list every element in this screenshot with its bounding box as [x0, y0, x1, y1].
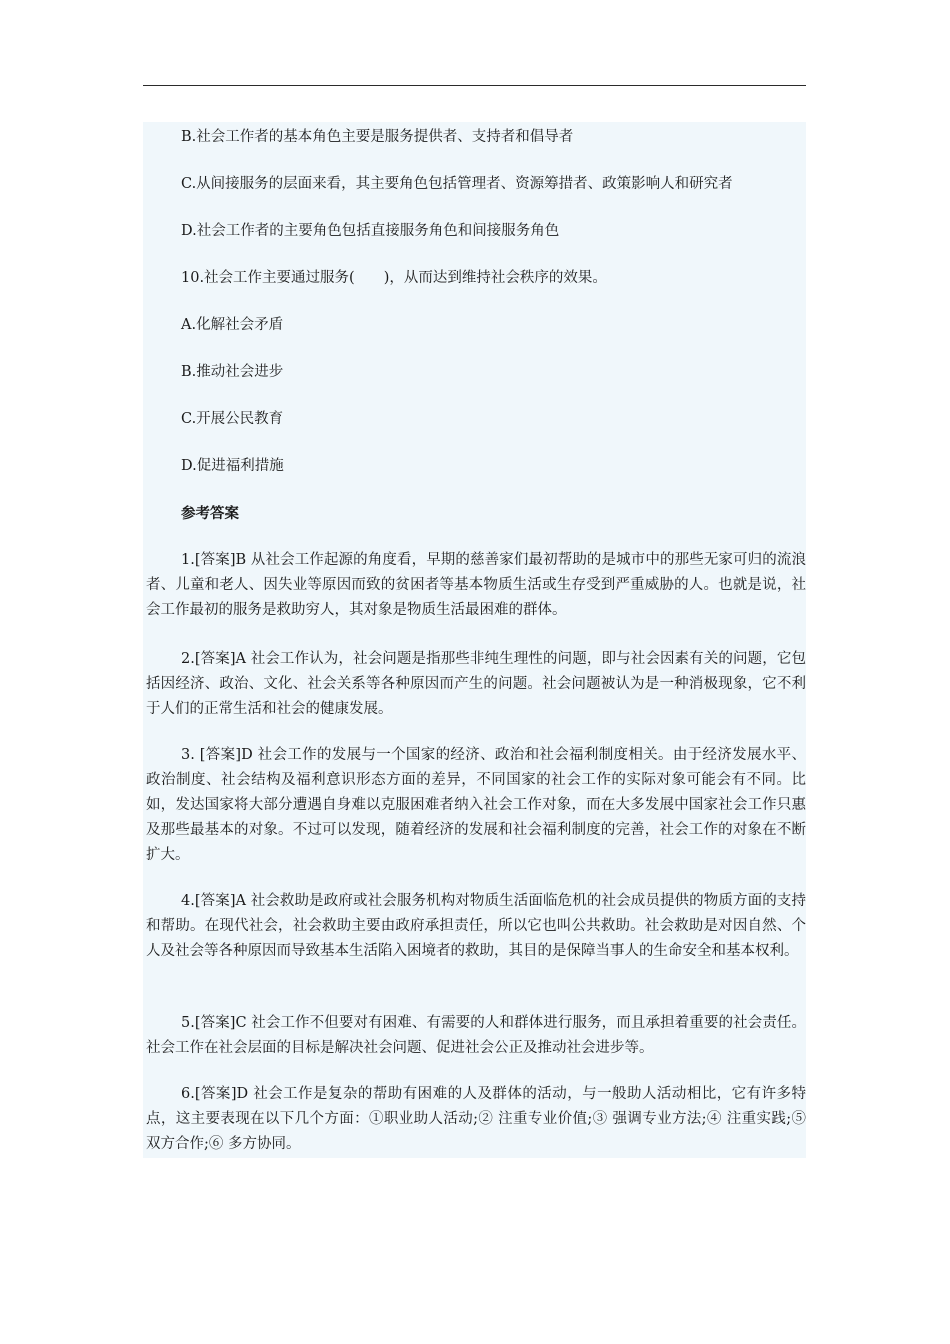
header-rule [143, 85, 806, 86]
question-10-option-c: C.开展公民教育 [181, 411, 284, 427]
question-10-option-a: A.化解社会矛盾 [181, 317, 284, 333]
question-10-option-d: D.促进福利措施 [181, 458, 284, 474]
question-10-stem: 10.社会工作主要通过服务( )，从而达到维持社会秩序的效果。 [181, 270, 607, 286]
question-9-option-b: B.社会工作者的基本角色主要是服务提供者、支持者和倡导者 [181, 129, 574, 145]
question-9-option-d: D.社会工作者的主要角色包括直接服务角色和间接服务角色 [181, 223, 560, 239]
question-9-option-c: C.从间接服务的层面来看，其主要角色包括管理者、资源筹措者、政策影响人和研究者 [181, 176, 733, 192]
question-10-option-b: B.推动社会进步 [181, 364, 284, 380]
answers-heading: 参考答案 [181, 505, 239, 522]
document-body [143, 122, 806, 1158]
answer-item-2: 2.[答案]A 社会工作认为，社会问题是指那些非纯生理性的问题，即与社会因素有关的问题，它包括因经济、政治、文化、社会关系等各种原因而产生的问题。社会问题被认为是一种消极现象，它不利于人们的正常生活和社会的健康发展。 [146, 651, 806, 717]
answer-item-4: 4.[答案]A 社会救助是政府或社会服务机构对物质生活面临危机的社会成员提供的物质方面的支持和帮助。在现代社会，社会救助主要由政府承担责任，所以它也叫公共救助。社会救助是对因自然、个人及社会等各种原因而导致基本生活陷入困境者的救助，其目的是保障当事人的生命安全和基本权利。 [146, 893, 806, 959]
answer-item-6: 6.[答案]D 社会工作是复杂的帮助有困难的人及群体的活动，与一般助人活动相比，它有许多特点，这主要表现在以下几个方面：①职业助人活动;② 注重专业价值;③ 强调专业方法;④ 注重实践;⑤ 双方合作;⑥ 多方协同。 [146, 1086, 806, 1152]
answer-item-5: 5.[答案]C 社会工作不但要对有困难、有需要的人和群体进行服务，而且承担着重要的社会责任。社会工作在社会层面的目标是解决社会问题、促进社会公正及推动社会进步等。 [146, 1015, 806, 1056]
answer-item-1: 1.[答案]B 从社会工作起源的角度看，早期的慈善家们最初帮助的是城市中的那些无家可归的流浪者、儿童和老人、因失业等原因而致的贫困者等基本物质生活或生存受到严重威胁的人。也就是说，社会工作最初的服务是救助穷人，其对象是物质生活最困难的群体。 [146, 552, 806, 618]
answer-item-3: 3. [答案]D 社会工作的发展与一个国家的经济、政治和社会福利制度相关。由于经济发展水平、政治制度、社会结构及福利意识形态方面的差异，不同国家的社会工作的实际对象可能会有不同。比如，发达国家将大部分遭遇自身难以克服困难者纳入社会工作对象，而在大多发展中国家社会工作只惠及那些最基本的对象。不过可以发现，随着经济的发展和社会福利制度的完善，社会工作的对象在不断扩大。 [146, 747, 806, 863]
